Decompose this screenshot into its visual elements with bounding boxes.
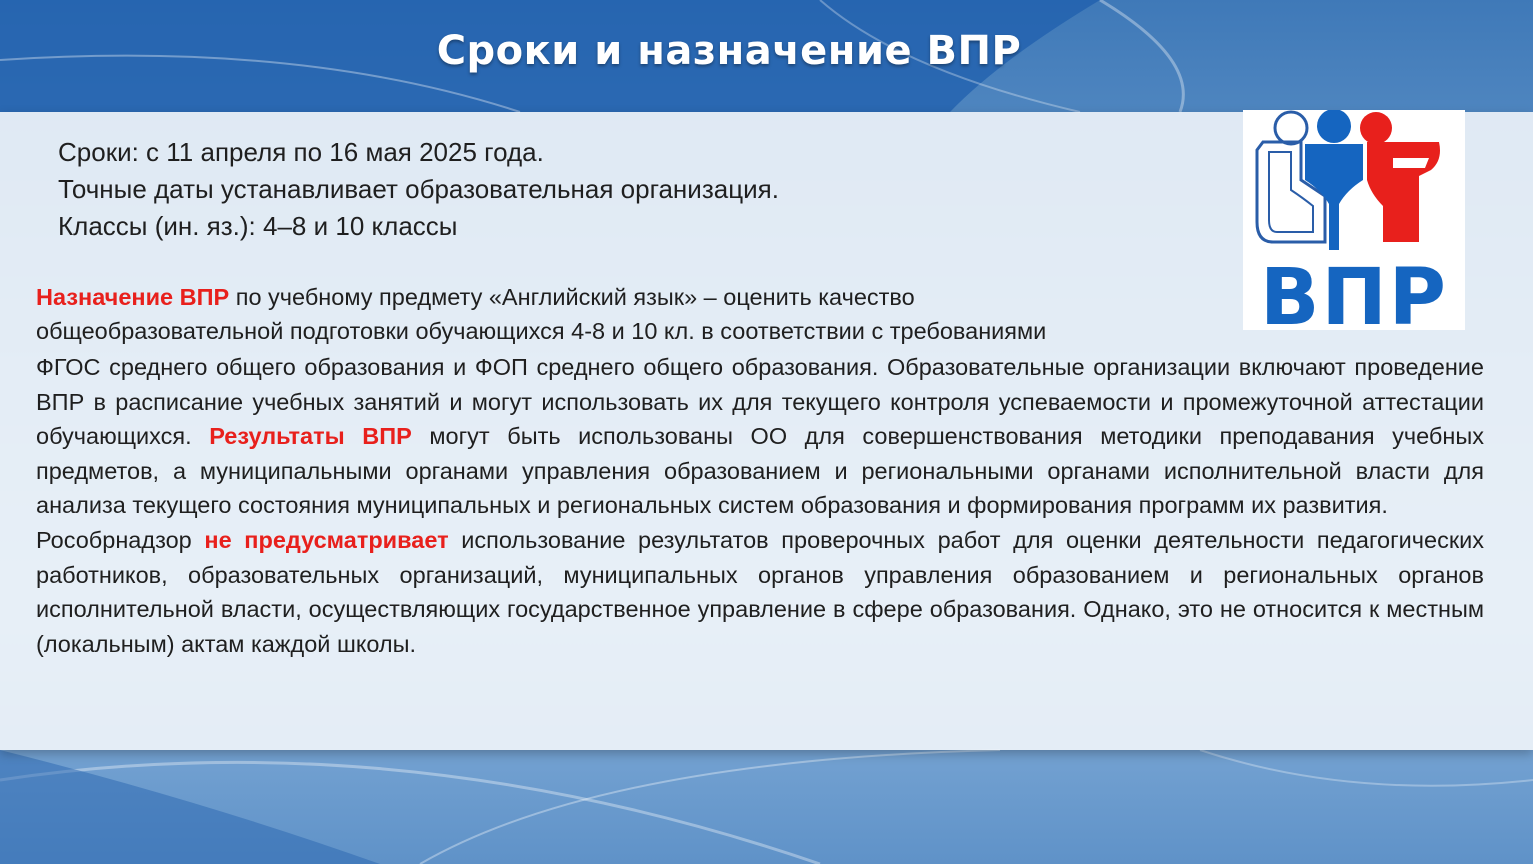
paragraph-text: использование результатов проверочных работ для оценки деятельности педагогических работников, образовательных организаций, муниципальных органов управления образованием и региональных органов исполнительной власти, осуществляющих государственное управление в сфере образования. Однако, это не относится к местным (локальным) актам каждой школы. [36, 526, 1484, 657]
results-label: Результаты ВПР [209, 423, 412, 450]
body-text [36, 350, 1484, 661]
vpr-logo [1243, 110, 1465, 330]
paragraph-text: могут быть использованы ОО для совершенствования методики преподавания учебных предметов, а муниципальными органами управления образованием и региональными органами исполнительной власти для анализа текущего состояния муниципальных и региональных систем образования и формирования программ их развития. [36, 423, 1484, 519]
dates-line: Классы (ин. яз.): 4–8 и 10 классы [58, 211, 458, 241]
paragraph-text: ФГОС среднего общего образования и ФОП среднего общего образования. Образовательные организации включают проведение ВПР в расписание учебных занятий и могут использовать их для текущего контроля успеваемости и промежуточной аттестации обучающихся. [36, 354, 1484, 450]
vpr-logo-graphic [1243, 110, 1465, 330]
purpose-line [36, 280, 1216, 314]
not-provided-label: не предусматривает [204, 526, 449, 553]
purpose-label: Назначение ВПР [36, 284, 230, 310]
dates-block [58, 134, 779, 245]
purpose-line: общеобразовательной подготовки обучающихся 4-8 и 10 кл. в соответствии с требованиями [36, 318, 1047, 344]
paragraph [36, 350, 1484, 523]
slide-title: Сроки и назначение ВПР [436, 28, 1022, 74]
dates-line: Сроки: с 11 апреля по 16 мая 2025 года. [58, 137, 544, 167]
paragraph-text: Рособрнадзор [36, 526, 205, 553]
paragraph [36, 523, 1484, 661]
vpr-logo-text: ВПР [1260, 253, 1448, 330]
purpose-heading [36, 280, 1216, 348]
dates-line: Точные даты устанавливает образовательная организация. [58, 174, 779, 204]
purpose-line1-text: по учебному предмету «Английский язык» – оценить качество [229, 284, 915, 310]
